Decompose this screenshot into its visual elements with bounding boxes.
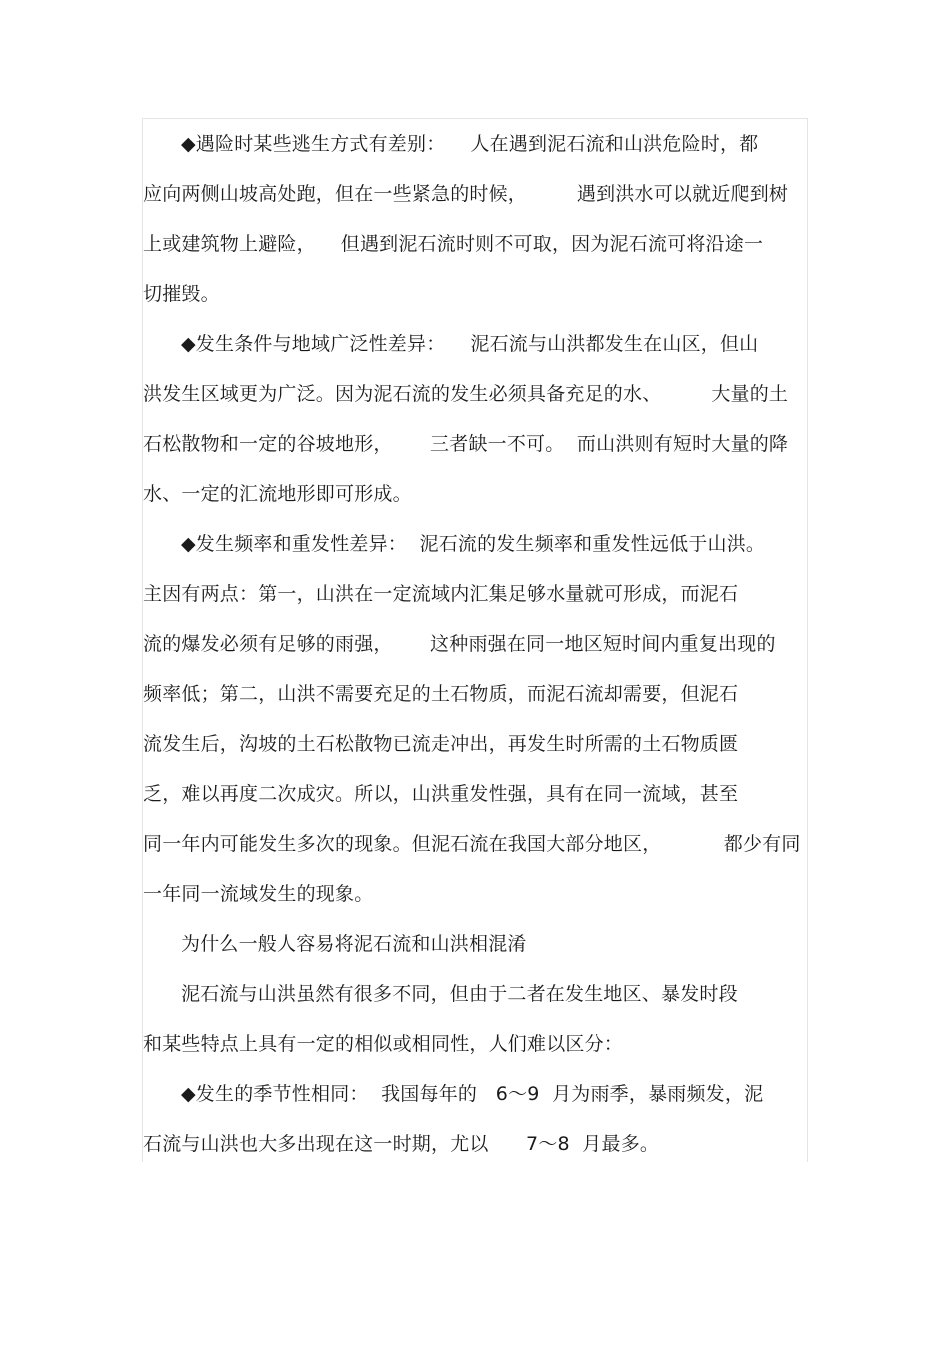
text-line: ◆发生条件与地域广泛性差异： 泥石流与山洪都发生在山区，但山 bbox=[181, 333, 759, 355]
text-line: 一年同一流域发生的现象。 bbox=[143, 883, 374, 905]
text-line: 水、一定的汇流地形即可形成。 bbox=[143, 483, 412, 505]
text-line: 乏，难以再度二次成灾。所以，山洪重发性强，具有在同一流域，甚至 bbox=[143, 783, 739, 805]
text-line: 主因有两点：第一，山洪在一定流域内汇集足够水量就可形成，而泥石 bbox=[143, 583, 739, 605]
text-line: 石松散物和一定的谷坡地形， 三者缺一不可。 而山洪则有短时大量的降 bbox=[143, 433, 789, 455]
text-line: 频率低；第二，山洪不需要充足的土石物质，而泥石流却需要，但泥石 bbox=[143, 683, 739, 705]
text-line: 应向两侧山坡高处跑，但在一些紧急的时候， 遇到洪水可以就近爬到树 bbox=[143, 183, 789, 205]
text-line: 切摧毁。 bbox=[143, 283, 220, 305]
text-line: ◆发生的季节性相同： 我国每年的 6～9 月为雨季，暴雨频发，泥 bbox=[181, 1083, 764, 1105]
text-line: ◆遇险时某些逃生方式有差别： 人在遇到泥石流和山洪危险时，都 bbox=[181, 133, 759, 155]
text-line: 泥石流与山洪虽然有很多不同，但由于二者在发生地区、暴发时段 bbox=[181, 983, 738, 1005]
text-line: 和某些特点上具有一定的相似或相同性，人们难以区分： bbox=[143, 1033, 624, 1055]
section-heading: 为什么一般人容易将泥石流和山洪相混淆 bbox=[181, 933, 527, 955]
text-line: 上或建筑物上避险， 但遇到泥石流时则不可取，因为泥石流可将沿途一 bbox=[143, 233, 764, 255]
text-line: 石流与山洪也大多出现在这一时期，尤以 7～8 月最多。 bbox=[143, 1133, 660, 1155]
text-line: 流的爆发必须有足够的雨强， 这种雨强在同一地区短时间内重复出现的 bbox=[143, 633, 776, 655]
text-line: 同一年内可能发生多次的现象。但泥石流在我国大部分地区， 都少有同 bbox=[143, 833, 801, 855]
text-line: 洪发生区域更为广泛。因为泥石流的发生必须具备充足的水、 大量的土 bbox=[143, 383, 789, 405]
text-line: 流发生后，沟坡的土石松散物已流走冲出，再发生时所需的土石物质匮 bbox=[143, 733, 739, 755]
text-line: ◆发生频率和重发性差异： 泥石流的发生频率和重发性远低于山洪。 bbox=[181, 533, 766, 555]
